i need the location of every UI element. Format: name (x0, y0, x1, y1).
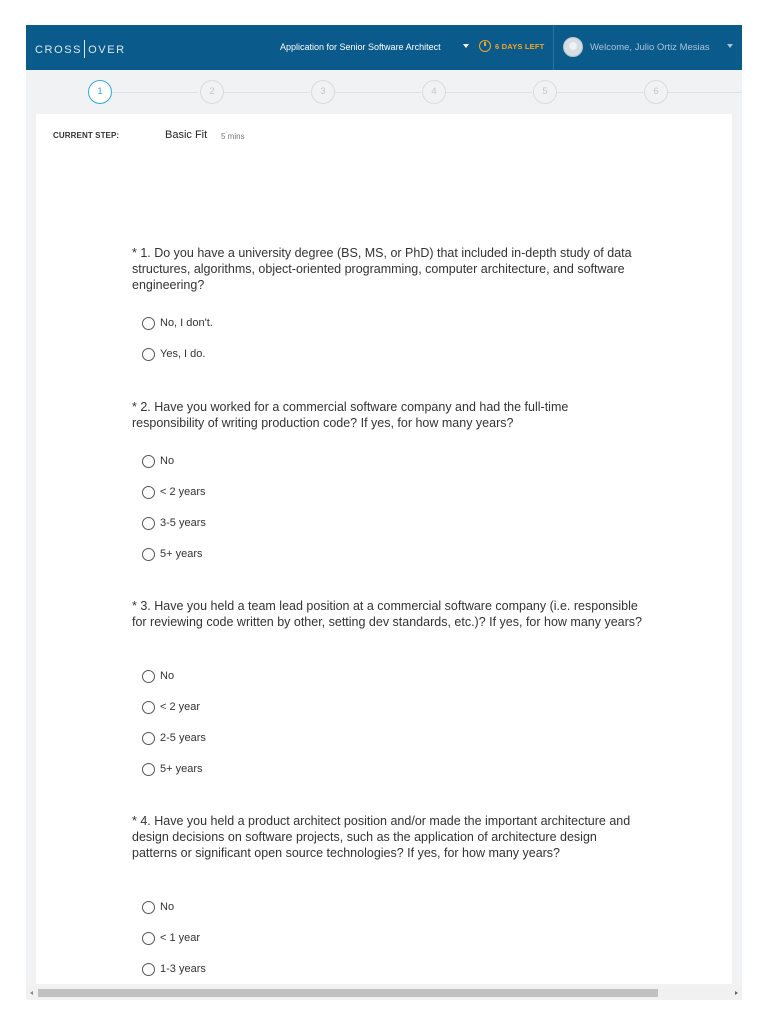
q4-option-1[interactable]: No (142, 899, 174, 915)
q2-option-2[interactable]: < 2 years (142, 484, 206, 500)
radio-button[interactable] (142, 963, 155, 976)
q2-option-3[interactable]: 3-5 years (142, 515, 206, 531)
current-step-label: CURRENT STEP: (53, 131, 120, 140)
radio-button[interactable] (142, 932, 155, 945)
q3-option-2[interactable]: < 2 year (142, 699, 200, 715)
scrollbar-thumb[interactable] (38, 989, 658, 997)
step-3: 3 (311, 80, 335, 104)
radio-button[interactable] (142, 763, 155, 776)
radio-button[interactable] (142, 732, 155, 745)
radio-button[interactable] (142, 317, 155, 330)
scroll-left-icon[interactable] (30, 991, 33, 995)
days-left-badge: 6 DAYS LEFT (495, 42, 545, 51)
q2-option-4[interactable]: 5+ years (142, 546, 203, 562)
radio-button[interactable] (142, 670, 155, 683)
step-4: 4 (422, 80, 446, 104)
question-4: * 4. Have you held a product architect position and/or made the important architecture and design decisions on software projects, such as the application of architecture design patterns or significant open source technologies? If yes, for how many years? (132, 814, 631, 860)
question-1: * 1. Do you have a university degree (BS, MS, or PhD) that included in-depth study of data structures, algorithms, object-oriented programming, computer architecture, and software engineering? (132, 246, 632, 292)
scroll-right-icon[interactable] (735, 991, 738, 995)
radio-button[interactable] (142, 486, 155, 499)
step-1[interactable]: 1 (88, 80, 112, 104)
q1-option-yes[interactable]: Yes, I do. (142, 346, 205, 362)
question-2: * 2. Have you worked for a commercial software company and had the full-time responsibility of writing production code? If yes, for how many years? (132, 400, 569, 430)
q3-option-4[interactable]: 5+ years (142, 761, 203, 777)
q3-option-3[interactable]: 2-5 years (142, 730, 206, 746)
chevron-down-icon[interactable] (463, 44, 469, 48)
avatar[interactable] (563, 37, 583, 57)
step-5: 5 (533, 80, 557, 104)
top-bar (26, 25, 742, 70)
current-step-name: Basic Fit (165, 129, 208, 141)
radio-button[interactable] (142, 517, 155, 530)
clock-icon (479, 40, 491, 52)
q3-option-1[interactable]: No (142, 668, 174, 684)
crossover-logo[interactable]: CROSS OVER (35, 40, 126, 58)
q4-option-2[interactable]: < 1 year (142, 930, 200, 946)
step-6: 6 (644, 80, 668, 104)
radio-button[interactable] (142, 901, 155, 914)
application-window (26, 25, 742, 1000)
horizontal-scrollbar[interactable] (26, 987, 742, 999)
q4-option-3[interactable]: 1-3 years (142, 961, 206, 977)
chevron-down-icon[interactable] (727, 44, 733, 48)
radio-button[interactable] (142, 701, 155, 714)
questionnaire-card (36, 114, 732, 984)
user-menu[interactable]: Welcome, Julio Ortiz Mesias (590, 42, 710, 53)
step-2: 2 (200, 80, 224, 104)
radio-button[interactable] (142, 348, 155, 361)
step-progress (26, 70, 742, 114)
radio-button[interactable] (142, 455, 155, 468)
radio-button[interactable] (142, 548, 155, 561)
application-title[interactable]: Application for Senior Software Architect (280, 42, 441, 52)
current-step-duration: 5 mins (221, 132, 245, 141)
q1-option-no[interactable]: No, I don't. (142, 315, 213, 331)
q2-option-1[interactable]: No (142, 453, 174, 469)
question-3: * 3. Have you held a team lead position at a commercial software company (i.e. responsible for reviewing code written by other, setting dev standards, etc.)? If yes, for how many years? (132, 599, 642, 629)
